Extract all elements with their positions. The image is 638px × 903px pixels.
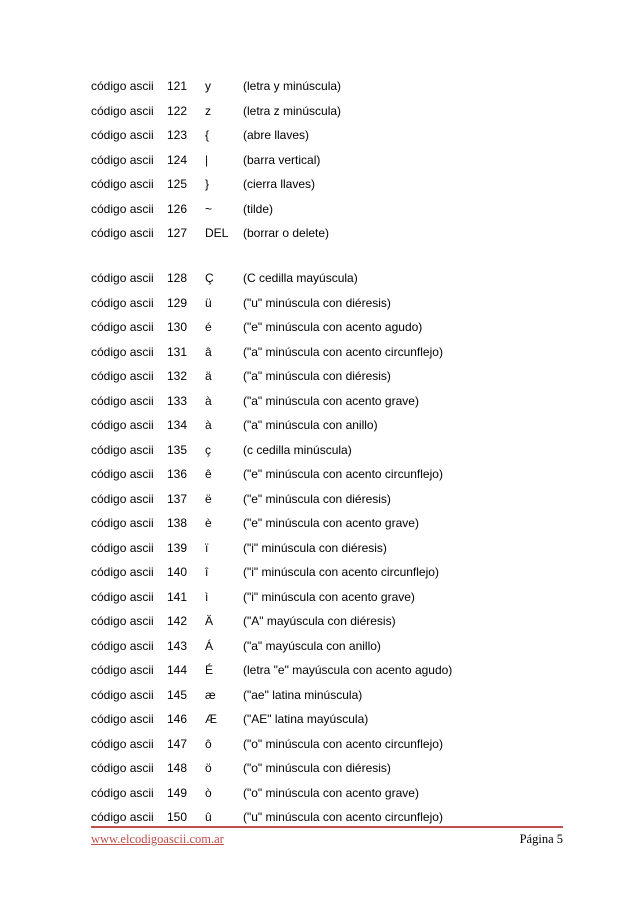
ascii-code: 150 bbox=[167, 810, 188, 824]
character-description: ("i" minúscula con acento grave) bbox=[243, 589, 415, 604]
table-row bbox=[91, 707, 561, 732]
table-row bbox=[91, 756, 561, 781]
character-description: ("e" minúscula con acento circunflejo) bbox=[243, 467, 443, 481]
table-row bbox=[91, 148, 561, 173]
row-label: código ascii bbox=[91, 712, 154, 726]
ascii-character: ë bbox=[205, 491, 212, 506]
ascii-code: 148 bbox=[167, 761, 188, 775]
row-label: código ascii bbox=[91, 638, 154, 653]
ascii-code: 147 bbox=[167, 736, 188, 751]
ascii-character: Ä bbox=[205, 614, 214, 628]
row-label: código ascii bbox=[91, 467, 154, 481]
row-label: código ascii bbox=[91, 369, 154, 383]
row-label: código ascii bbox=[91, 785, 154, 800]
table-row bbox=[91, 221, 561, 246]
character-description: ("i" minúscula con acento circunflejo) bbox=[243, 565, 439, 579]
row-label: código ascii bbox=[91, 540, 154, 555]
ascii-code: 133 bbox=[167, 393, 188, 408]
row-label: código ascii bbox=[91, 761, 154, 775]
ascii-code: 134 bbox=[167, 418, 188, 432]
ascii-code: 141 bbox=[167, 589, 188, 604]
table-row bbox=[91, 197, 561, 222]
character-description: (barra vertical) bbox=[243, 152, 321, 167]
footer-row bbox=[91, 830, 563, 850]
character-description: ("o" minúscula con diéresis) bbox=[243, 761, 391, 775]
character-description: (abre llaves) bbox=[243, 128, 310, 142]
ascii-character: î bbox=[205, 565, 209, 579]
character-description: (tilde) bbox=[243, 201, 274, 216]
ascii-character: ö bbox=[205, 761, 212, 775]
table-row bbox=[91, 172, 561, 197]
row-label: código ascii bbox=[91, 442, 154, 457]
page-number: Página 5 bbox=[519, 832, 563, 846]
ascii-character: ê bbox=[205, 467, 212, 481]
row-label: código ascii bbox=[91, 418, 154, 432]
row-label: código ascii bbox=[91, 201, 154, 216]
page-footer bbox=[91, 826, 563, 850]
table-row bbox=[91, 658, 561, 683]
row-label: código ascii bbox=[91, 687, 154, 702]
ascii-character: ü bbox=[205, 295, 212, 310]
row-label: código ascii bbox=[91, 226, 154, 240]
ascii-character: DEL bbox=[205, 226, 229, 240]
ascii-code: 138 bbox=[167, 516, 188, 530]
row-label: código ascii bbox=[91, 344, 154, 359]
ascii-character: ì bbox=[205, 589, 209, 604]
ascii-code: 144 bbox=[167, 663, 188, 677]
table-row bbox=[91, 683, 561, 708]
table-row bbox=[91, 99, 561, 124]
ascii-code: 135 bbox=[167, 442, 188, 457]
ascii-table-group-2 bbox=[91, 266, 561, 830]
character-description: ("u" minúscula con acento circunflejo) bbox=[243, 810, 443, 824]
row-label: código ascii bbox=[91, 103, 154, 118]
ascii-code: 146 bbox=[167, 712, 188, 726]
character-description: (C cedilla mayúscula) bbox=[243, 271, 358, 285]
character-description: ("o" minúscula con acento grave) bbox=[243, 785, 419, 800]
table-row bbox=[91, 462, 561, 487]
row-label: código ascii bbox=[91, 79, 154, 93]
ascii-code: 143 bbox=[167, 638, 188, 653]
table-row bbox=[91, 560, 561, 585]
row-label: código ascii bbox=[91, 516, 154, 530]
character-description: (cierra llaves) bbox=[243, 177, 316, 191]
row-label: código ascii bbox=[91, 295, 154, 310]
row-label: código ascii bbox=[91, 663, 154, 677]
table-row bbox=[91, 74, 561, 99]
ascii-code: 136 bbox=[167, 467, 188, 481]
ascii-code: 139 bbox=[167, 540, 188, 555]
character-description: (letra z minúscula) bbox=[243, 103, 342, 118]
website-link[interactable]: www.elcodigoascii.com.ar bbox=[91, 832, 224, 846]
ascii-code: 149 bbox=[167, 785, 188, 800]
ascii-character: ò bbox=[205, 785, 212, 800]
table-row bbox=[91, 438, 561, 463]
ascii-character: ç bbox=[205, 442, 211, 457]
ascii-code: 131 bbox=[167, 344, 188, 359]
table-row bbox=[91, 266, 561, 291]
ascii-code: 122 bbox=[167, 103, 188, 118]
character-description: ("e" minúscula con diéresis) bbox=[243, 491, 391, 506]
ascii-character: â bbox=[205, 344, 212, 359]
ascii-character: æ bbox=[205, 687, 216, 702]
ascii-code: 140 bbox=[167, 565, 188, 579]
table-row bbox=[91, 511, 561, 536]
table-row bbox=[91, 536, 561, 561]
ascii-table-group-1 bbox=[91, 74, 561, 246]
table-row bbox=[91, 732, 561, 757]
character-description: ("a" minúscula con acento circunflejo) bbox=[243, 344, 443, 359]
character-description: ("a" minúscula con anillo) bbox=[243, 418, 378, 432]
ascii-code: 129 bbox=[167, 295, 188, 310]
character-description: ("u" minúscula con diéresis) bbox=[243, 295, 391, 310]
ascii-code: 126 bbox=[167, 201, 188, 216]
table-row bbox=[91, 487, 561, 512]
row-label: código ascii bbox=[91, 810, 154, 824]
table-row bbox=[91, 389, 561, 414]
ascii-character: ~ bbox=[205, 201, 213, 216]
character-description: ("e" minúscula con acento agudo) bbox=[243, 320, 423, 334]
table-row bbox=[91, 781, 561, 806]
ascii-code: 123 bbox=[167, 128, 188, 142]
character-description: ("ae" latina minúscula) bbox=[243, 687, 363, 702]
row-label: código ascii bbox=[91, 565, 154, 579]
character-description: ("i" minúscula con diéresis) bbox=[243, 540, 387, 555]
table-row bbox=[91, 585, 561, 610]
ascii-character: ï bbox=[205, 540, 209, 555]
ascii-character: è bbox=[205, 516, 212, 530]
ascii-character: { bbox=[205, 128, 210, 142]
ascii-character: à bbox=[205, 418, 212, 432]
row-label: código ascii bbox=[91, 589, 154, 604]
table-row bbox=[91, 413, 561, 438]
ascii-character: z bbox=[205, 103, 211, 118]
ascii-code: 130 bbox=[167, 320, 188, 334]
ascii-code: 145 bbox=[167, 687, 188, 702]
row-label: código ascii bbox=[91, 393, 154, 408]
ascii-character: é bbox=[205, 320, 212, 334]
ascii-character: û bbox=[205, 810, 212, 824]
footer-divider bbox=[91, 826, 563, 828]
ascii-character: ô bbox=[205, 736, 212, 751]
ascii-character: É bbox=[205, 663, 214, 677]
character-description: ("a" minúscula con diéresis) bbox=[243, 369, 391, 383]
character-description: (letra "e" mayúscula con acento agudo) bbox=[243, 663, 453, 677]
row-label: código ascii bbox=[91, 320, 154, 334]
ascii-character: | bbox=[205, 152, 209, 167]
ascii-code: 121 bbox=[167, 79, 188, 93]
character-description: ("o" minúscula con acento circunflejo) bbox=[243, 736, 443, 751]
table-row bbox=[91, 340, 561, 365]
character-description: (c cedilla minúscula) bbox=[243, 442, 352, 457]
ascii-character: } bbox=[205, 177, 210, 191]
ascii-character: Á bbox=[205, 638, 214, 653]
ascii-character: y bbox=[205, 79, 211, 93]
table-row bbox=[91, 315, 561, 340]
ascii-code: 124 bbox=[167, 152, 188, 167]
character-description: ("e" minúscula con acento grave) bbox=[243, 516, 419, 530]
ascii-character: Ç bbox=[205, 271, 214, 285]
table-row bbox=[91, 123, 561, 148]
ascii-character: à bbox=[205, 393, 212, 408]
row-label: código ascii bbox=[91, 177, 154, 191]
row-label: código ascii bbox=[91, 271, 154, 285]
character-description: ("a" mayúscula con anillo) bbox=[243, 638, 381, 653]
ascii-code: 137 bbox=[167, 491, 188, 506]
ascii-code: 127 bbox=[167, 226, 188, 240]
ascii-character: Æ bbox=[205, 712, 217, 726]
character-description: ("a" minúscula con acento grave) bbox=[243, 393, 419, 408]
row-label: código ascii bbox=[91, 152, 154, 167]
character-description: (letra y minúscula) bbox=[243, 79, 342, 93]
ascii-code: 142 bbox=[167, 614, 188, 628]
ascii-code: 132 bbox=[167, 369, 188, 383]
table-row bbox=[91, 291, 561, 316]
row-label: código ascii bbox=[91, 491, 154, 506]
ascii-character: ä bbox=[205, 369, 212, 383]
row-label: código ascii bbox=[91, 736, 154, 751]
table-row bbox=[91, 609, 561, 634]
row-label: código ascii bbox=[91, 614, 154, 628]
ascii-code: 125 bbox=[167, 177, 188, 191]
table-row bbox=[91, 364, 561, 389]
ascii-code: 128 bbox=[167, 271, 188, 285]
character-description: (borrar o delete) bbox=[243, 226, 330, 240]
table-row bbox=[91, 634, 561, 659]
character-description: ("AE" latina mayúscula) bbox=[243, 712, 369, 726]
row-label: código ascii bbox=[91, 128, 154, 142]
character-description: ("A" mayúscula con diéresis) bbox=[243, 614, 396, 628]
